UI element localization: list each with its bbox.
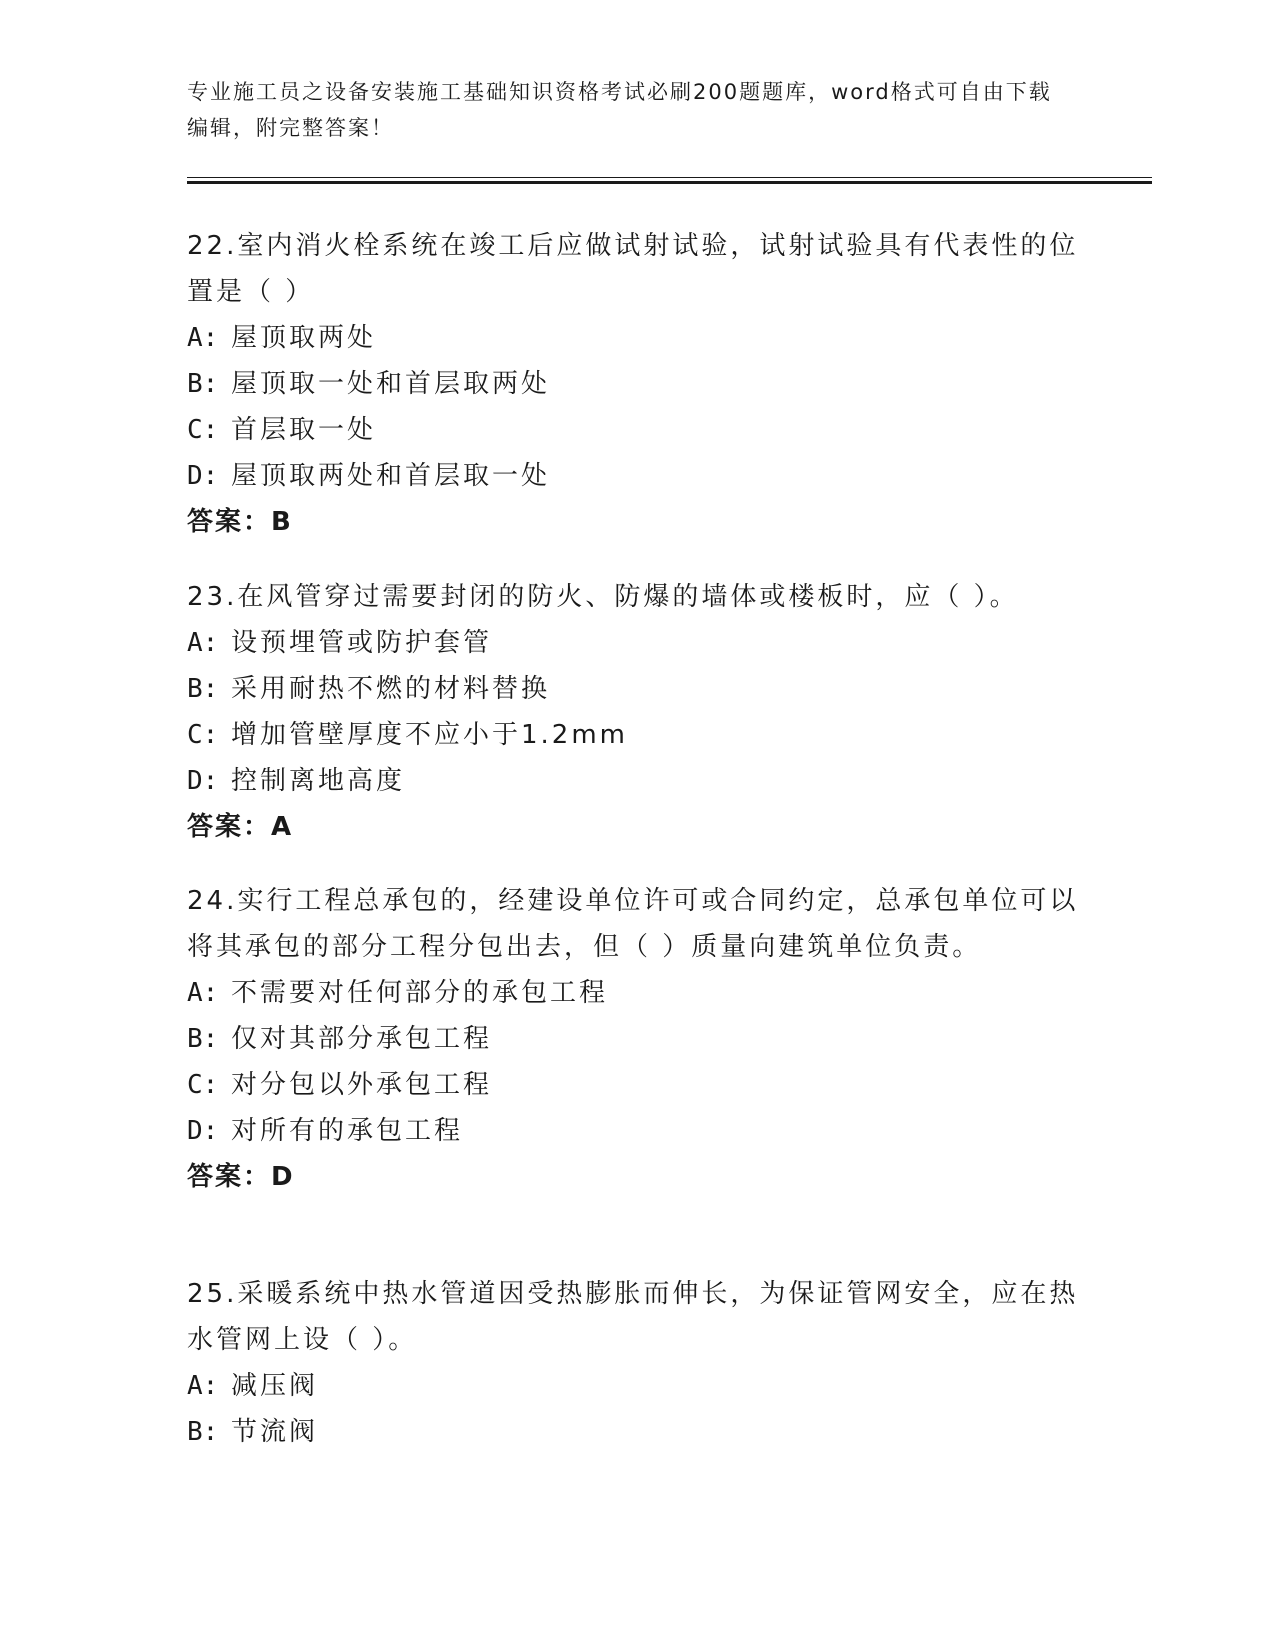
question-stem: 22.室内消火栓系统在竣工后应做试射试验，试射试验具有代表性的位置是（ ） (187, 231, 1079, 307)
option-a (187, 315, 1087, 361)
question-22 (187, 223, 1087, 545)
option-letter: C: (187, 1070, 219, 1100)
option-letter: C: (187, 415, 219, 445)
option-b (187, 1409, 1087, 1455)
option-a (187, 1363, 1087, 1409)
answer-label: 答案：B (187, 507, 293, 537)
option-letter: A: (187, 978, 219, 1008)
option-text: 屋顶取两处 (231, 323, 377, 353)
option-b (187, 361, 1087, 407)
option-a (187, 620, 1087, 666)
option-letter: B: (187, 674, 219, 704)
option-text: 增加管壁厚度不应小于1.2mm (231, 720, 629, 750)
option-text: 不需要对任何部分的承包工程 (231, 978, 609, 1008)
option-text: 节流阀 (231, 1417, 319, 1447)
option-letter: B: (187, 1417, 219, 1447)
option-text: 仅对其部分承包工程 (231, 1024, 493, 1054)
option-letter: A: (187, 1371, 219, 1401)
option-letter: A: (187, 628, 219, 658)
option-text: 对分包以外承包工程 (231, 1070, 493, 1100)
answer-label: 答案：A (187, 812, 294, 842)
option-text: 设预埋管或防护套管 (231, 628, 493, 658)
option-text: 屋顶取两处和首层取一处 (231, 461, 551, 491)
question-24 (187, 878, 1087, 1200)
option-a (187, 970, 1087, 1016)
option-d (187, 758, 1087, 804)
option-letter: C: (187, 720, 219, 750)
option-text: 采用耐热不燃的材料替换 (231, 674, 551, 704)
option-letter: B: (187, 369, 219, 399)
question-stem: 23.在风管穿过需要封闭的防火、防爆的墙体或楼板时，应（ ）。 (187, 582, 1019, 612)
option-b (187, 1016, 1087, 1062)
question-25 (187, 1271, 1087, 1455)
option-letter: A: (187, 323, 219, 353)
option-c (187, 712, 1087, 758)
option-letter: B: (187, 1024, 219, 1054)
question-stem: 25.采暖系统中热水管道因受热膨胀而伸长，为保证管网安全，应在热水管网上设（ ）。 (187, 1279, 1079, 1355)
option-letter: D: (187, 1116, 219, 1146)
document-header: 专业施工员之设备安装施工基础知识资格考试必刷200题题库，word格式可自由下载编辑，附完整答案！ (187, 80, 1052, 140)
option-text: 减压阀 (231, 1371, 319, 1401)
option-text: 屋顶取一处和首层取两处 (231, 369, 551, 399)
option-letter: D: (187, 766, 219, 796)
header-divider-thin (187, 177, 1152, 178)
option-c (187, 1062, 1087, 1108)
question-stem: 24.实行工程总承包的，经建设单位许可或合同约定，总承包单位可以将其承包的部分工程分包出去，但（ ）质量向建筑单位负责。 (187, 886, 1079, 962)
answer-label: 答案：D (187, 1162, 295, 1192)
option-c (187, 407, 1087, 453)
option-text: 首层取一处 (231, 415, 377, 445)
header-divider-thick (187, 181, 1152, 184)
option-letter: D: (187, 461, 219, 491)
option-text: 对所有的承包工程 (231, 1116, 464, 1146)
option-d (187, 1108, 1087, 1154)
option-d (187, 453, 1087, 499)
option-b (187, 666, 1087, 712)
option-text: 控制离地高度 (231, 766, 406, 796)
question-23 (187, 574, 1087, 850)
